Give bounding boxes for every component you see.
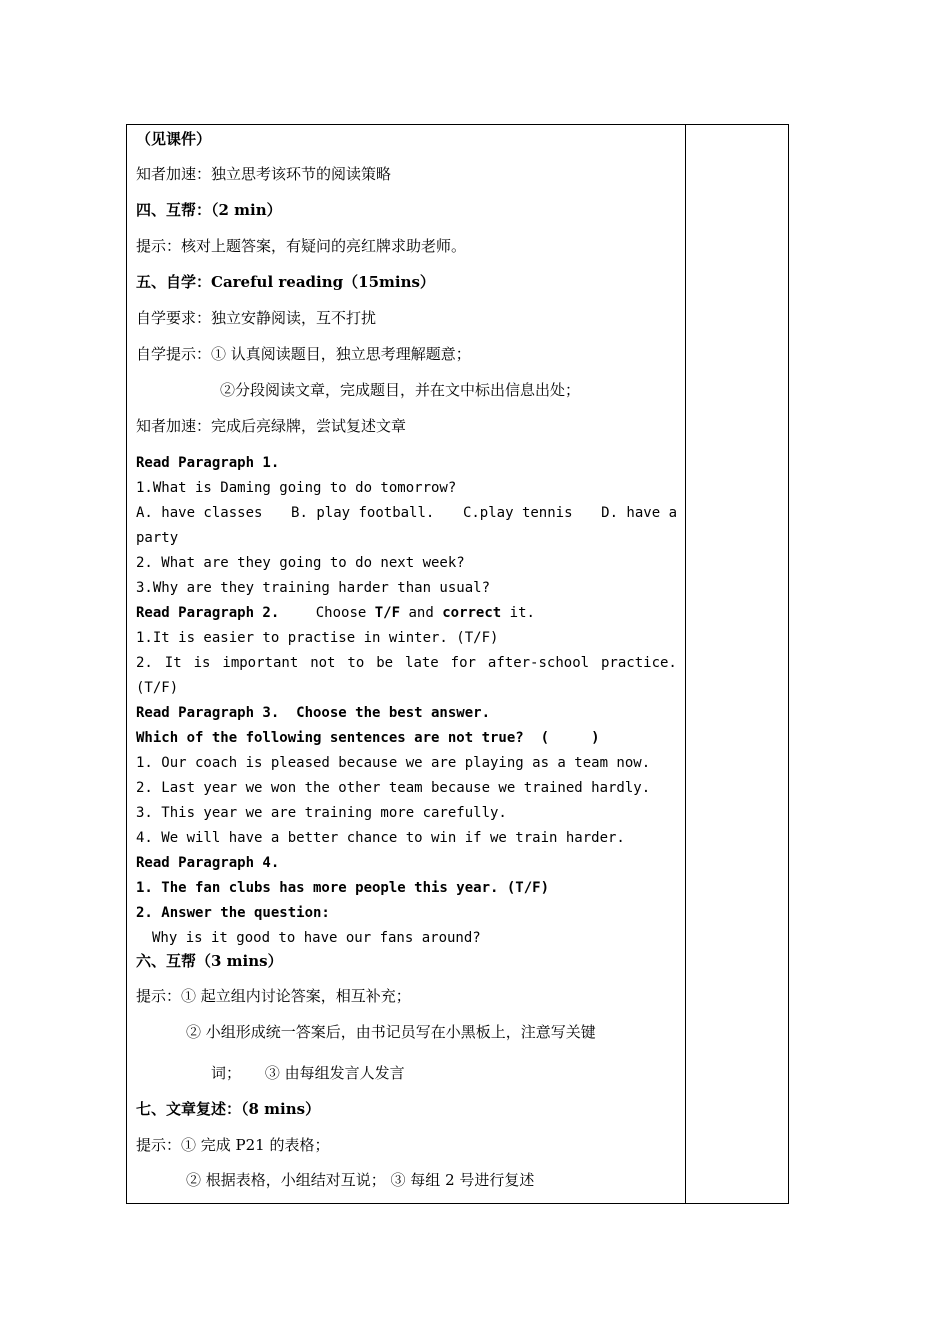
- paragraph-heading: Read Paragraph 4.: [136, 855, 280, 871]
- text-line: 自学提示：① 认真阅读题目，独立思考理解题意；: [136, 345, 471, 363]
- statement-line: 1.It is easier to practise in winter. (T/F): [136, 630, 499, 646]
- statement-line: 2. It is important not to be late for after-school practice.: [136, 655, 677, 671]
- question-line: 2. What are they going to do next week?: [136, 555, 465, 571]
- question-line: Why is it good to have our fans around?: [152, 930, 481, 946]
- options-line: [136, 506, 677, 520]
- options-line-continued: party: [136, 530, 179, 546]
- question-line: 1.What is Daming going to do tomorrow?: [136, 480, 457, 496]
- section-heading-5: 五、自学：Careful reading（15mins）: [136, 273, 435, 291]
- question-line: Which of the following sentences are not true? ( ): [136, 730, 600, 746]
- column-divider: [685, 125, 686, 1203]
- text-line: ② 根据表格，小组结对互说； ③ 每组 2 号进行复述: [186, 1171, 535, 1189]
- option-b: B. play football.: [291, 505, 435, 521]
- text-line: 词； ③ 由每组发言人发言: [211, 1064, 405, 1082]
- choice-line: 2. Last year we won the other team because we trained hardly.: [136, 780, 651, 796]
- section-heading-6: 六、互帮（3 mins）: [136, 952, 283, 970]
- question-line: 3.Why are they training harder than usual?: [136, 580, 491, 596]
- option-c: C.play tennis: [462, 505, 573, 521]
- text-line: 知者加速：独立思考该环节的阅读策略: [136, 165, 392, 183]
- text-line: 提示：① 起立组内讨论答案，相互补充；: [136, 987, 411, 1005]
- paragraph-heading: Read Paragraph 3. Choose the best answer.: [136, 705, 491, 721]
- section-note: （见课件）: [136, 130, 212, 148]
- text-line: 知者加速：完成后亮绿牌，尝试复述文章: [136, 417, 407, 435]
- section-heading-7: 七、文章复述：（8 mins）: [136, 1100, 321, 1118]
- question-line: 2. Answer the question:: [136, 905, 330, 921]
- choice-line: 4. We will have a better chance to win if we train harder.: [136, 830, 625, 846]
- option-d: D. have a: [601, 505, 677, 521]
- paragraph-heading: Read Paragraph 1.: [136, 455, 280, 471]
- statement-line: 1. The fan clubs has more people this year. (T/F): [136, 880, 550, 896]
- paragraph-heading: Read Paragraph 2. Choose T/F and correct it.: [136, 605, 535, 621]
- text-line: 提示：核对上题答案，有疑问的亮红牌求助老师。: [136, 237, 467, 255]
- section-heading-4: 四、互帮：（2 min）: [136, 201, 282, 219]
- option-a: A. have classes: [136, 505, 263, 521]
- lesson-table: [126, 124, 789, 1204]
- text-line: 提示：① 完成 P21 的表格；: [136, 1136, 330, 1154]
- text-line: ②分段阅读文章，完成题目，并在文中标出信息出处；: [220, 381, 581, 399]
- statement-line-continued: (T/F): [136, 680, 179, 696]
- choice-line: 1. Our coach is pleased because we are playing as a team now.: [136, 755, 651, 771]
- choice-line: 3. This year we are training more carefully.: [136, 805, 507, 821]
- text-line: 自学要求：独立安静阅读，互不打扰: [136, 309, 377, 327]
- text-line: ② 小组形成统一答案后，由书记员写在小黑板上，注意写关键: [186, 1023, 596, 1041]
